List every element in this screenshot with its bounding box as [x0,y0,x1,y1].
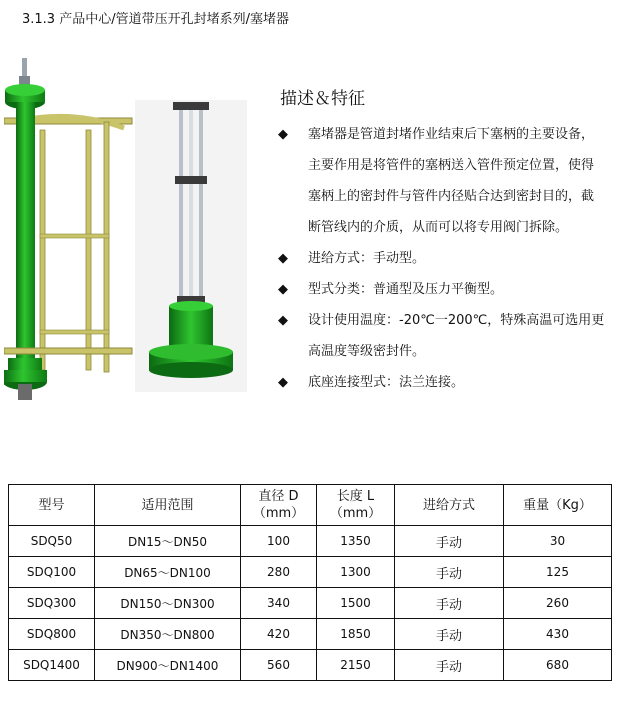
diamond-bullet-icon: ◆ [278,313,288,328]
cell-diameter: 100 [241,526,317,557]
cell-diameter: 420 [241,619,317,650]
cell-diameter: 280 [241,557,317,588]
feature-item [278,119,618,243]
feature-text: 进给方式：手动型。 [308,251,426,266]
cell-range: DN900～DN1400 [95,650,241,681]
diamond-bullet-icon: ◆ [278,251,288,266]
header-diameter: 直径 D （mm） [241,485,317,526]
table-row [9,526,612,557]
cell-feed-method: 手动 [395,619,504,650]
cell-length: 1350 [317,526,395,557]
description-heading: 描述＆特征 [280,89,365,109]
feature-item [278,243,618,274]
cell-length: 1500 [317,588,395,619]
table-header-row [9,485,612,526]
cell-range: DN150～DN300 [95,588,241,619]
cell-model: SDQ800 [9,619,95,650]
diamond-bullet-icon: ◆ [278,127,288,142]
cell-feed-method: 手动 [395,526,504,557]
cell-range: DN350～DN800 [95,619,241,650]
cell-model: SDQ1400 [9,650,95,681]
feature-text: 设计使用温度：-20℃一200℃，特殊高温可选用更 高温度等级密封件。 [308,313,605,359]
cell-weight: 430 [504,619,612,650]
cell-length: 1850 [317,619,395,650]
header-length: 长度 L （mm） [317,485,395,526]
feature-text: 型式分类：普通型及压力平衡型。 [308,282,504,297]
header-feed-method: 进给方式 [395,485,504,526]
header-model: 型号 [9,485,95,526]
cell-length: 2150 [317,650,395,681]
table-row [9,588,612,619]
cell-model: SDQ50 [9,526,95,557]
cell-weight: 680 [504,650,612,681]
cell-feed-method: 手动 [395,557,504,588]
feature-item [278,367,618,398]
cell-range: DN15～DN50 [95,526,241,557]
table-row [9,557,612,588]
description-section [278,84,618,398]
cell-model: SDQ300 [9,588,95,619]
header-weight: 重量（Kg） [504,485,612,526]
specification-table [8,484,612,681]
feature-item [278,305,618,367]
diamond-bullet-icon: ◆ [278,375,288,390]
plugger-base-illustration [135,100,247,392]
feature-text: 塞堵器是管道封堵作业结束后下塞柄的主要设备， 主要作用是将管件的塞柄送入管件预定位置，使得 塞柄上的密封件与管件内径贴合达到密封目的，截 断管线内的介质，从而可以将专用阀门拆除。 [308,127,595,235]
cell-weight: 30 [504,526,612,557]
cell-weight: 260 [504,588,612,619]
diamond-bullet-icon: ◆ [278,282,288,297]
cell-range: DN65～DN100 [95,557,241,588]
cell-model: SDQ100 [9,557,95,588]
cell-diameter: 560 [241,650,317,681]
cell-feed-method: 手动 [395,650,504,681]
feature-item [278,274,618,305]
cell-feed-method: 手动 [395,588,504,619]
cell-length: 1300 [317,557,395,588]
table-row [9,650,612,681]
plugger-frame-illustration [4,58,134,408]
feature-text: 底座连接型式：法兰连接。 [308,375,465,390]
table-row [9,619,612,650]
header-range: 适用范围 [95,485,241,526]
cell-diameter: 340 [241,588,317,619]
cell-weight: 125 [504,557,612,588]
page-title: 3.1.3 产品中心/管道带压开孔封堵系列/塞堵器 [22,12,289,27]
feature-list [278,119,618,398]
